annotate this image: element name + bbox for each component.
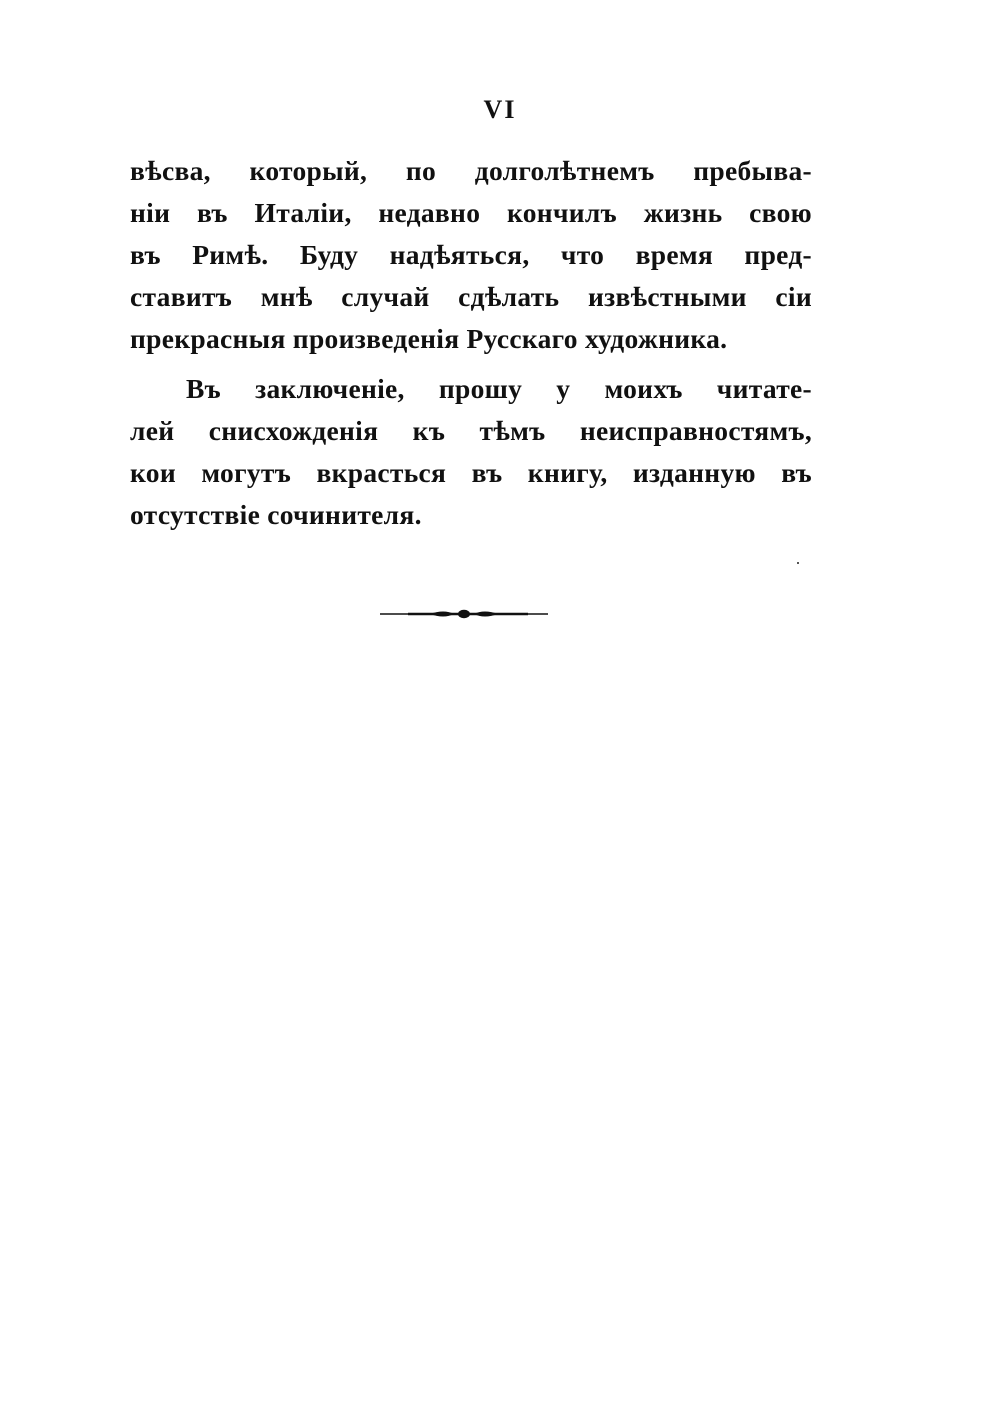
text-line: въ Римѣ. Буду надѣяться, что время пред- (130, 239, 812, 270)
text-line: прекрасныя произведенія Русскаго художника. (130, 323, 728, 354)
text-line: Въ заключеніе, прошу у моихъ читате- (186, 373, 812, 404)
speck (797, 562, 799, 564)
page-number: VI (483, 95, 517, 124)
text-line: ніи въ Италіи, недавно кончилъ жизнь свою (130, 197, 812, 228)
text-line: лей снисхожденія къ тѣмъ неисправностямъ, (130, 415, 812, 446)
tailpiece-divider (378, 604, 550, 624)
paragraph-1 (130, 150, 812, 360)
text-line: кои могутъ вкрасться въ книгу, изданную въ (130, 457, 812, 488)
paragraph-2 (130, 368, 812, 536)
body-text (130, 150, 812, 536)
text-line: вѣсва, который, по долголѣтнемъ пребыва- (130, 155, 812, 186)
text-line: ставитъ мнѣ случай сдѣлать извѣстными сіи (130, 281, 812, 312)
text-line: отсутствіе сочинителя. (130, 499, 422, 530)
